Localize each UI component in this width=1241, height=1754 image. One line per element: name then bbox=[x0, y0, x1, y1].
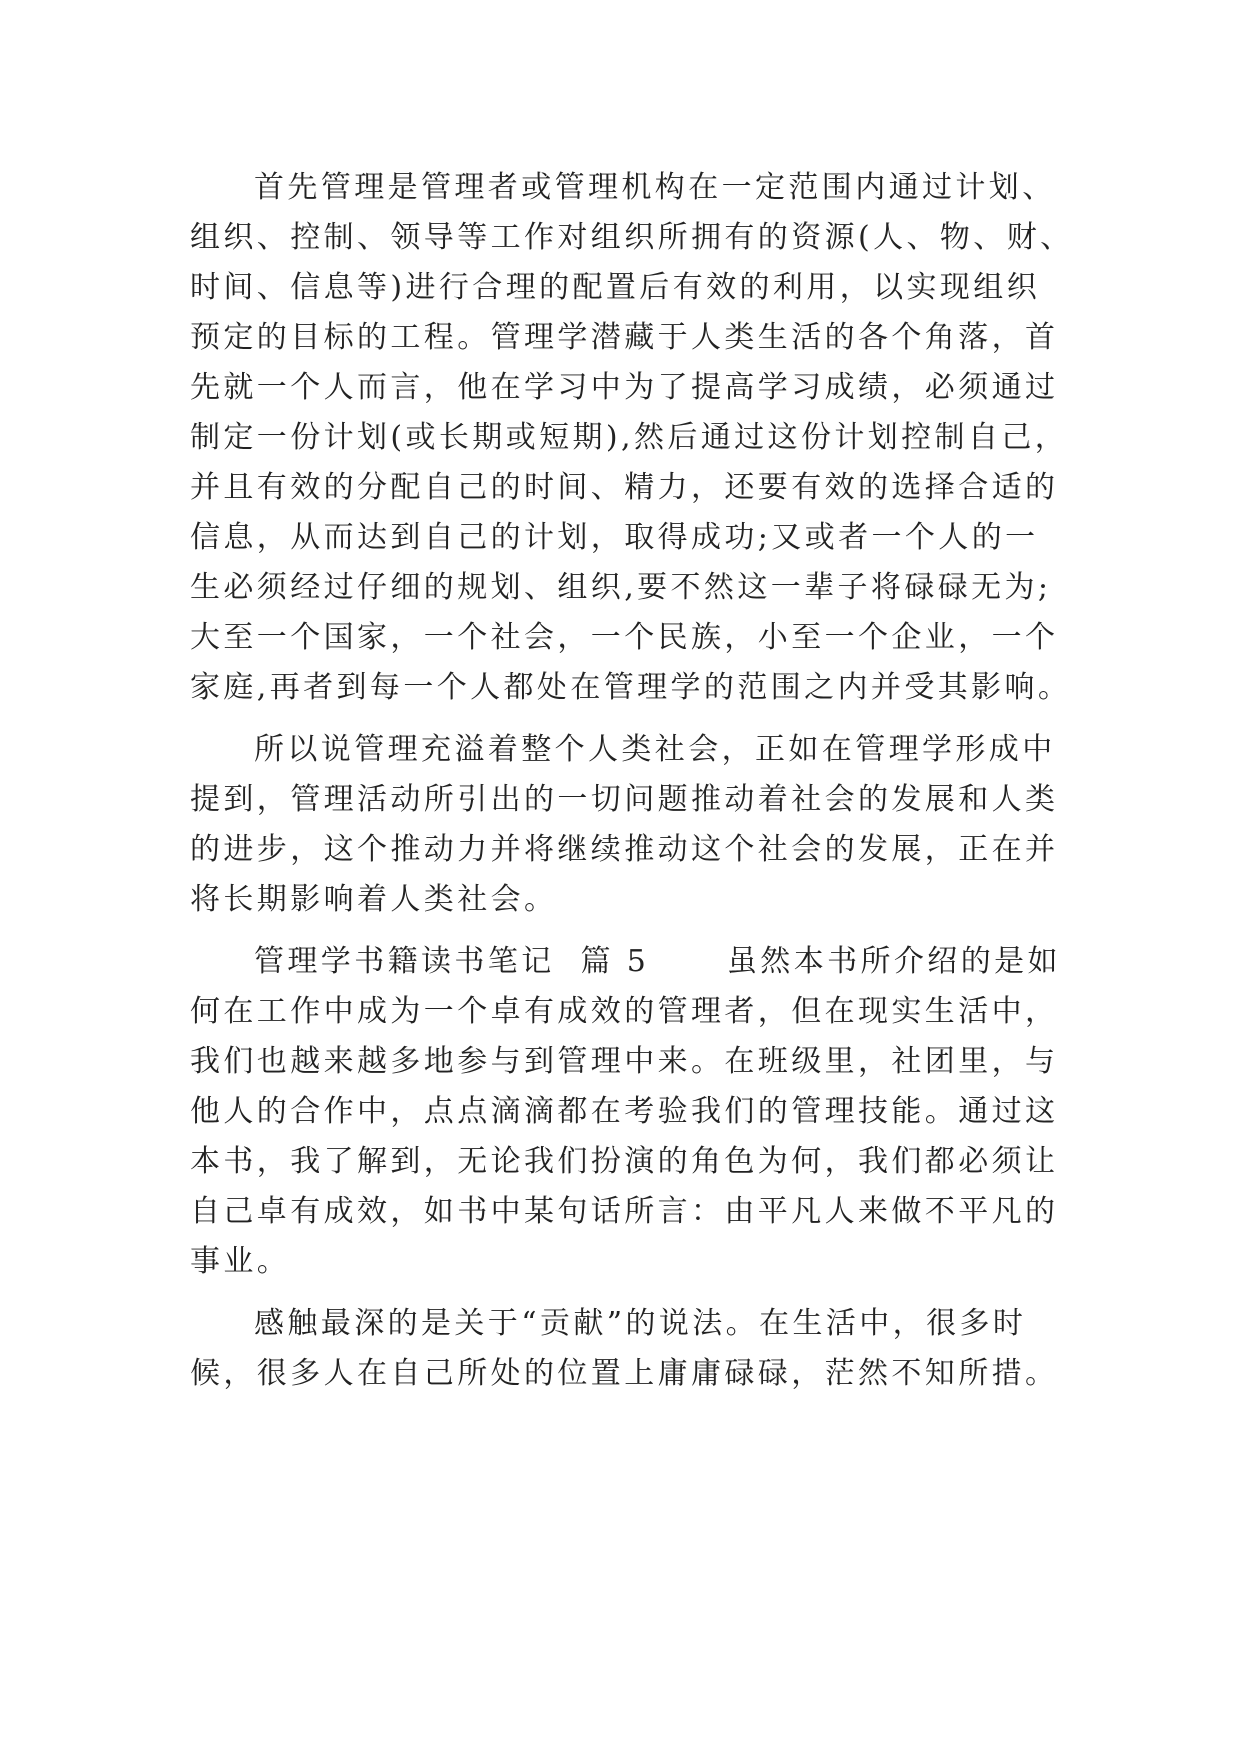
paragraph-society bbox=[190, 725, 1070, 925]
text-line: 我们也越来越多地参与到管理中来。在班级里，社团里，与 bbox=[190, 1044, 1059, 1079]
paragraph-gap bbox=[190, 713, 1070, 725]
text-line: 首先管理是管理者或管理机构在一定范围内通过计划、 bbox=[254, 170, 1056, 205]
text-line: 并且有效的分配自己的时间、精力，还要有效的选择合适的 bbox=[190, 470, 1059, 505]
document-body bbox=[190, 163, 1074, 1399]
text-line: 家庭,再者到每一个人都处在管理学的范围之内并受其影响。 bbox=[190, 670, 1072, 705]
text-line: 信息，从而达到自己的计划，取得成功;又或者一个人的一 bbox=[190, 520, 1039, 555]
text-line: 时间、信息等)进行合理的配置后有效的利用，以实现组织 bbox=[190, 270, 1041, 305]
paragraph-management-definition bbox=[190, 163, 1074, 713]
text-line: 将长期影响着人类社会。 bbox=[190, 882, 558, 917]
text-line: 预定的目标的工程。管理学潜藏于人类生活的各个角落，首 bbox=[190, 320, 1059, 355]
text-line: 提到，管理活动所引出的一切问题推动着社会的发展和人类 bbox=[190, 782, 1059, 817]
text-line: 何在工作中成为一个卓有成效的管理者，但在现实生活中， bbox=[190, 994, 1059, 1029]
text-line: 感触最深的是关于“贡献”的说法。在生活中，很多时 bbox=[254, 1306, 1027, 1341]
paragraph-notes-part-5 bbox=[190, 937, 1070, 1287]
text-line: 组织、控制、领导等工作对组织所拥有的资源(人、物、财、 bbox=[190, 220, 1074, 255]
text-line: 大至一个国家，一个社会，一个民族，小至一个企业，一个 bbox=[190, 620, 1059, 655]
text-line: 制定一份计划(或长期或短期),然后通过这份计划控制自己， bbox=[190, 420, 1069, 455]
text-line: 他人的合作中，点点滴滴都在考验我们的管理技能。通过这 bbox=[190, 1094, 1059, 1129]
text-line: 所以说管理充溢着整个人类社会，正如在管理学形成中 bbox=[254, 732, 1056, 767]
text-line: 候，很多人在自己所处的位置上庸庸碌碌，茫然不知所措。 bbox=[190, 1356, 1059, 1391]
text-line: 生必须经过仔细的规划、组织,要不然这一辈子将碌碌无为; bbox=[190, 570, 1052, 605]
paragraph-gap bbox=[190, 1287, 1070, 1299]
paragraph-contribution bbox=[190, 1299, 1070, 1399]
text-line: 先就一个人而言，他在学习中为了提高学习成绩，必须通过 bbox=[190, 370, 1059, 405]
paragraph-gap bbox=[190, 925, 1070, 937]
text-line: 事业。 bbox=[190, 1244, 291, 1279]
text-line: 本书，我了解到，无论我们扮演的角色为何，我们都必须让 bbox=[190, 1144, 1059, 1179]
text-line: 的进步，这个推动力并将继续推动这个社会的发展，正在并 bbox=[190, 832, 1059, 867]
text-line: 自己卓有成效，如书中某句话所言：由平凡人来做不平凡的 bbox=[190, 1194, 1059, 1229]
text-line: 管理学书籍读书笔记 篇 5 虽然本书所介绍的是如 bbox=[254, 944, 1061, 979]
